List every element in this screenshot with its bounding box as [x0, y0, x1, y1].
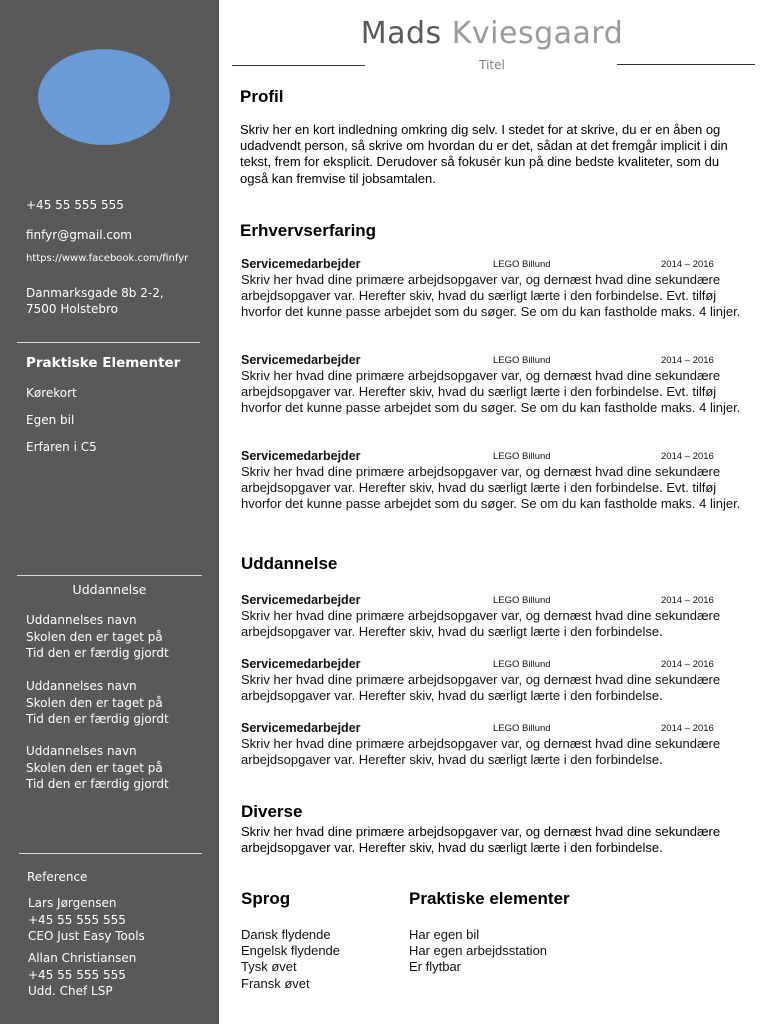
education-school: Skolen den er taget på	[26, 760, 163, 775]
experience-heading: Erhvervserfaring	[240, 221, 377, 240]
entry-title: Servicemedarbejder	[241, 593, 361, 607]
language-item: Tysk øvet	[241, 959, 297, 975]
sidebar-practical-item: Kørekort	[26, 386, 77, 400]
education-entry	[241, 721, 741, 768]
education-school: Skolen den er taget på	[26, 629, 163, 644]
sidebar-divider	[17, 342, 200, 343]
practical-item: Har egen bil	[409, 927, 480, 942]
entry-description: Skriv her hvad dine primære arbejdsopgaver var, og dernæst hvad dine sekundære arbejdsopgaver var. Herefter skiv, hvad du særligt lærte i den forbindelse.	[241, 672, 721, 704]
full-name	[232, 16, 752, 51]
entry-years: 2014 – 2016	[661, 723, 714, 734]
entry-years: 2014 – 2016	[661, 451, 714, 462]
education-name: Uddannelses navn	[26, 744, 137, 758]
sidebar	[0, 0, 219, 1024]
sidebar-practical-item: Egen bil	[26, 413, 75, 427]
sidebar-education-heading: Uddannelse	[72, 582, 147, 597]
misc-heading: Diverse	[241, 802, 303, 821]
experience-entry	[241, 449, 741, 513]
experience-entry	[241, 353, 741, 417]
practical-heading: Praktiske elementer	[409, 889, 570, 908]
header-rule-right	[617, 64, 755, 65]
entry-place: LEGO Billund	[493, 659, 551, 670]
entry-title: Servicemedarbejder	[241, 257, 361, 271]
entry-years: 2014 – 2016	[661, 595, 714, 606]
education-entry	[241, 657, 741, 704]
practical-item: Har egen arbejdsstation	[409, 943, 548, 959]
entry-title: Servicemedarbejder	[241, 657, 361, 671]
education-completed: Tid den er færdig gjordt	[26, 646, 169, 660]
practical-list	[409, 927, 547, 976]
facebook-link[interactable]: https://www.facebook.com/finfyr	[26, 253, 189, 264]
entry-description: Skriv her hvad dine primære arbejdsopgaver var, og dernæst hvad dine sekundære arbejdsopgaver var. Herefter skiv, hvad du særligt lærte i den forbindelse.	[241, 736, 721, 768]
education-name: Uddannelses navn	[26, 679, 137, 693]
sidebar-education-entry	[26, 678, 169, 728]
entry-description: Skriv her hvad dine primære arbejdsopgaver var, og dernæst hvad dine sekundære arbejdsopgaver var. Herefter skiv, hvad du særligt lærte i den forbindelse. Evt. tilføj hvorfor det kunne passe arbejdet som du søger. Se om du kan fastholde maks. 4 linjer.	[241, 464, 741, 512]
sidebar-education-entry	[26, 612, 169, 662]
reference-entry	[28, 950, 136, 1000]
education-school: Skolen den er taget på	[26, 695, 163, 710]
reference-phone: +45 55 555 555	[28, 967, 126, 982]
entry-years: 2014 – 2016	[661, 659, 714, 670]
reference-role: CEO Just Easy Tools	[28, 929, 145, 943]
education-name: Uddannelses navn	[26, 613, 137, 627]
entry-description: Skriv her hvad dine primære arbejdsopgaver var, og dernæst hvad dine sekundære arbejdsopgaver var. Herefter skiv, hvad du særligt lærte i den forbindelse.	[241, 608, 721, 640]
reference-entry	[28, 895, 145, 945]
sidebar-reference-heading: Reference	[27, 870, 88, 884]
sidebar-education-entry	[26, 743, 169, 793]
sidebar-practical-item: Erfaren i C5	[26, 440, 97, 454]
language-item: Dansk flydende	[241, 927, 331, 942]
education-completed: Tid den er færdig gjordt	[26, 777, 169, 791]
sidebar-divider	[19, 853, 202, 854]
misc-text: Skriv her hvad dine primære arbejdsopgaver var, og dernæst hvad dine sekundære arbejdsopgaver var. Herefter skiv, hvad du særligt lærte i den forbindelse.	[241, 824, 721, 856]
education-heading: Uddannelse	[241, 554, 338, 573]
reference-name: Lars Jørgensen	[28, 896, 117, 910]
profile-photo-placeholder	[38, 49, 170, 145]
entry-title: Servicemedarbejder	[241, 449, 361, 463]
job-title-subtitle: Titel	[479, 58, 505, 72]
address-line-1: Danmarksgade 8b 2-2,	[26, 286, 164, 300]
reference-role: Udd. Chef LSP	[28, 984, 113, 998]
entry-place: LEGO Billund	[493, 259, 551, 270]
entry-years: 2014 – 2016	[661, 259, 714, 270]
languages-heading: Sprog	[241, 889, 291, 908]
entry-place: LEGO Billund	[493, 451, 551, 462]
profile-heading: Profil	[240, 87, 284, 106]
languages-list	[241, 927, 340, 992]
address-line-2: 7500 Holstebro	[26, 302, 119, 316]
entry-description: Skriv her hvad dine primære arbejdsopgaver var, og dernæst hvad dine sekundære arbejdsopgaver var. Herefter skiv, hvad du særligt lærte i den forbindelse. Evt. tilføj hvorfor det kunne passe arbejdet som du søger. Se om du kan fastholde maks. 4 linjer.	[241, 272, 741, 320]
profile-text: Skriv her en kort indledning omkring dig selv. I stedet for at skrive, du er en åben og udadvendt person, så skrive om hvordan du er det, sådan at det fremgår implicit i din tekst, frem for eksplicit. Derudover så fokusér kun på dine bedste kvaliteter, som du også kan fremvise til jobsamtalen.	[240, 122, 728, 186]
entry-place: LEGO Billund	[493, 723, 551, 734]
entry-title: Servicemedarbejder	[241, 353, 361, 367]
language-item: Fransk øvet	[241, 975, 310, 991]
email[interactable]: finfyr@gmail.com	[26, 228, 132, 242]
sidebar-divider	[17, 575, 202, 576]
first-name: Mads	[360, 16, 442, 51]
reference-name: Allan Christiansen	[28, 951, 137, 965]
entry-place: LEGO Billund	[493, 355, 551, 366]
language-item: Engelsk flydende	[241, 943, 341, 959]
phone: +45 55 555 555	[26, 198, 124, 212]
education-entry	[241, 593, 741, 640]
sidebar-practical-heading: Praktiske Elementer	[26, 355, 181, 371]
practical-item: Er flytbar	[409, 959, 462, 975]
entry-place: LEGO Billund	[493, 595, 551, 606]
entry-years: 2014 – 2016	[661, 355, 714, 366]
header-rule-left	[232, 65, 365, 66]
last-name: Kviesgaard	[451, 16, 624, 51]
entry-description: Skriv her hvad dine primære arbejdsopgaver var, og dernæst hvad dine sekundære arbejdsopgaver var. Herefter skiv, hvad du særligt lærte i den forbindelse. Evt. tilføj hvorfor det kunne passe arbejdet som du søger. Se om du kan fastholde maks. 4 linjer.	[241, 368, 741, 416]
education-completed: Tid den er færdig gjordt	[26, 712, 169, 726]
reference-phone: +45 55 555 555	[28, 912, 126, 927]
experience-entry	[241, 257, 741, 321]
entry-title: Servicemedarbejder	[241, 721, 361, 735]
